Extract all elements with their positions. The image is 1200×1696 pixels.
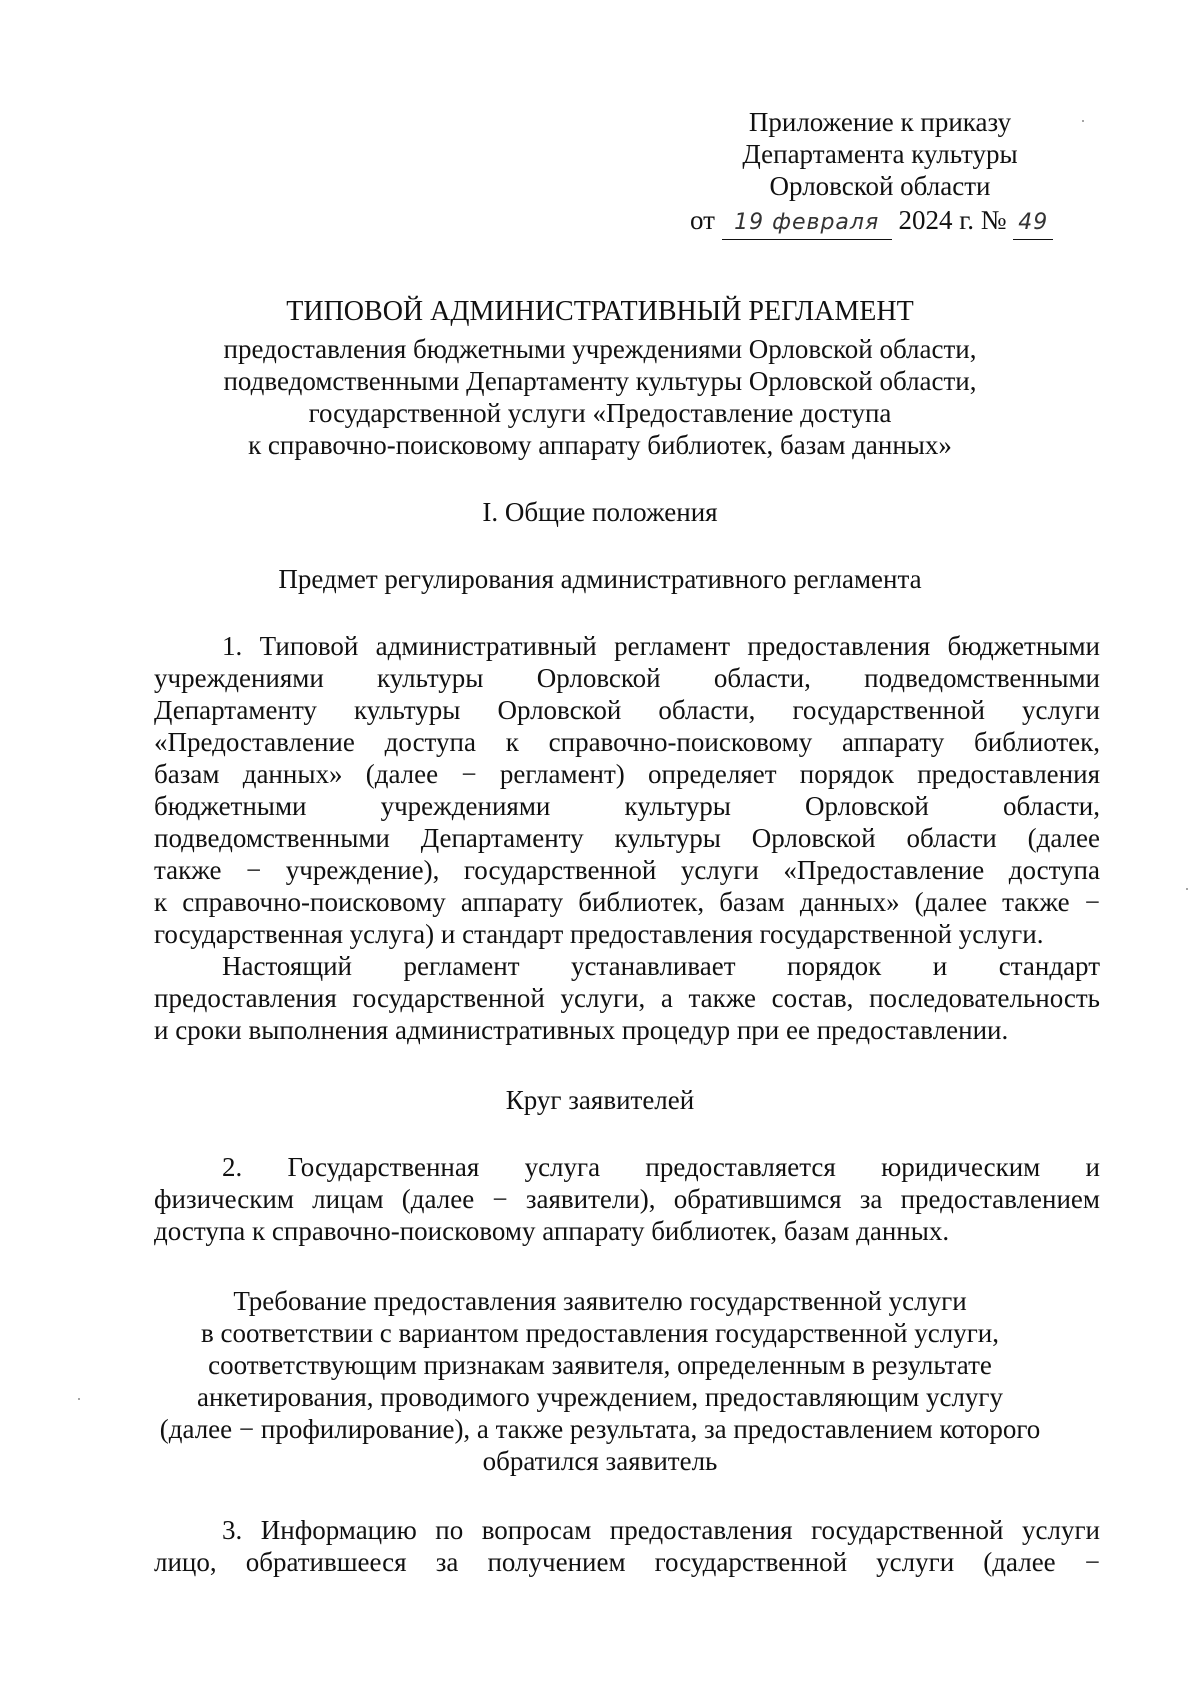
scan-speck <box>1082 120 1084 122</box>
title-sub-line-1: предоставления бюджетными учреждениями Орловской области, <box>223 334 977 364</box>
para1-line-4: «Предоставление доступа к справочно-поисковому аппарату библиотек, <box>154 727 1100 757</box>
requirement-heading-line-2: в соответствии с вариантом предоставления государственной услуги, <box>201 1318 999 1348</box>
appendix-date-line <box>690 204 1053 240</box>
handwritten-date: 19 февраля <box>722 207 892 240</box>
para1-line-1: 1. Типовой административный регламент предоставления бюджетными <box>222 631 1100 661</box>
requirement-heading-line-4: анкетирования, проводимого учреждением, предоставляющим услугу <box>196 1382 1004 1412</box>
scan-speck <box>1186 888 1188 890</box>
title-sub-line-2: подведомственными Департаменту культуры Орловской области, <box>223 366 977 396</box>
para1-line-6: бюджетными учреждениями культуры Орловской области, <box>154 791 1100 821</box>
title-sub-line-4: к справочно-поисковому аппарату библиотек, базам данных» <box>248 430 952 460</box>
requirement-heading-line-1: Требование предоставления заявителю государственной услуги <box>233 1286 967 1316</box>
appendix-line-2: Департамента культуры <box>742 139 1018 169</box>
appendix-line-1: Приложение к приказу <box>748 107 1012 137</box>
title-sub-line-3: государственной услуги «Предоставление доступа <box>308 398 892 428</box>
applicants-line-3: доступа к справочно-поисковому аппарату библиотек, базам данных. <box>154 1216 950 1246</box>
applicants-line-2: физическим лицам (далее − заявители), обратившимся за предоставлением <box>154 1184 1100 1214</box>
para1-line-10: государственная услуга) и стандарт предоставления государственной услуги. <box>154 919 1044 949</box>
para1-line-2: учреждениями культуры Орловской области, подведомственными <box>154 663 1100 693</box>
requirement-heading-line-5: (далее − профилирование), а также результата, за предоставлением которого <box>159 1414 1041 1444</box>
para3-line-1: 3. Информацию по вопросам предоставления государственной услуги <box>222 1515 1100 1545</box>
date-year: 2024 г. № <box>898 205 1007 235</box>
para2-line-2: предоставления государственной услуги, а также состав, последовательность <box>154 983 1100 1013</box>
para1-line-7: подведомственными Департаменту культуры Орловской области (далее <box>154 823 1100 853</box>
appendix-line-3: Орловской области <box>769 171 991 201</box>
para3-line-2: лицо, обратившееся за получением государственной услуги (далее − <box>154 1547 1100 1577</box>
section-subheading: Предмет регулирования административного регламента <box>278 564 922 594</box>
requirement-heading-line-6: обратился заявитель <box>482 1446 718 1476</box>
requirement-heading-line-3: соответствующим признакам заявителя, определенным в результате <box>208 1350 992 1380</box>
para1-line-5: базам данных» (далее − регламент) определяет порядок предоставления <box>154 759 1100 789</box>
date-prefix: от <box>690 205 715 235</box>
para2-line-1: Настоящий регламент устанавливает порядок и стандарт <box>222 951 1100 981</box>
scan-speck <box>78 1398 80 1400</box>
applicants-heading: Круг заявителей <box>505 1085 695 1115</box>
section-heading: I. Общие положения <box>482 497 718 527</box>
para2-line-3: и сроки выполнения административных процедур при ее предоставлении. <box>154 1015 1009 1045</box>
document-title: ТИПОВОЙ АДМИНИСТРАТИВНЫЙ РЕГЛАМЕНТ <box>286 296 914 327</box>
handwritten-number: 49 <box>1013 207 1053 240</box>
applicants-line-1: 2. Государственная услуга предоставляется юридическим и <box>222 1152 1100 1182</box>
para1-line-8: также − учреждение), государственной услуги «Предоставление доступа <box>154 855 1100 885</box>
para1-line-9: к справочно-поисковому аппарату библиотек, базам данных» (далее также − <box>154 887 1100 917</box>
para1-line-3: Департаменту культуры Орловской области, государственной услуги <box>154 695 1100 725</box>
